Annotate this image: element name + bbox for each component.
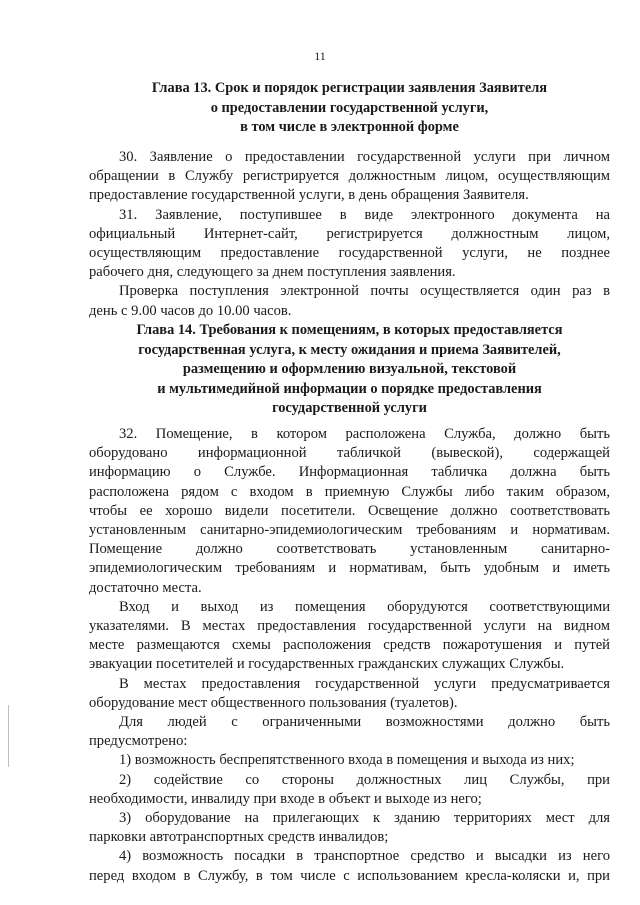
- paragraph-restrooms: [89, 675, 610, 713]
- text-line: официальный Интернет-сайт, регистрируется должностным лицом,: [89, 225, 610, 242]
- heading-line: в том числе в электронной форме: [240, 119, 459, 136]
- text-line: необходимости, инвалиду при входе в объект и выходе из него;: [89, 790, 482, 807]
- heading-line: размещению и оформлению визуальной, текстовой: [182, 361, 517, 378]
- text-line: установленным санитарно-эпидемиологическим требованиям и нормативам.: [89, 522, 610, 539]
- chapter-13-body: [89, 148, 610, 321]
- text-line: 32. Помещение, в котором расположена Служба, должно быть: [119, 426, 610, 442]
- heading-line: государственной услуги: [272, 400, 427, 417]
- text-line: чтобы ее хорошо видели посетители. Освещение должно соответствовать: [89, 502, 610, 519]
- list-item-2: [89, 771, 610, 809]
- page-number: 11: [314, 49, 326, 63]
- text-line: Помещение должно соответствовать установленным санитарно-: [89, 541, 610, 558]
- text-line: оборудование мест общественного пользования (туалетов).: [89, 694, 458, 711]
- text-line: 1) возможность беспрепятственного входа в помещения и выхода из них;: [119, 752, 575, 769]
- text-line: осуществляющим предоставление государственной услуги, не позднее: [89, 245, 610, 262]
- list-item-3: [89, 809, 610, 847]
- chapter-13-heading: [89, 79, 610, 138]
- paragraph-31-email-check: [89, 282, 610, 320]
- text-line: 30. Заявление о предоставлении государственной услуги при личном: [119, 149, 610, 165]
- text-line: перед входом в Службу, в том числе с использованием кресла-коляски и, при: [89, 867, 610, 884]
- chapter-14-heading: [89, 321, 610, 419]
- heading-line: Глава 13. Срок и порядок регистрации заявления Заявителя: [151, 80, 548, 96]
- text-line: Вход и выход из помещения оборудуются соответствующими: [119, 598, 610, 615]
- text-line: месте размещаются схемы расположения средств пожаротушения и путей: [89, 637, 610, 654]
- text-line: 31. Заявление, поступившее в виде электронного документа на: [119, 206, 610, 223]
- scan-edge-mark: [8, 705, 9, 767]
- text-line: рабочего дня, следующего за днем поступления заявления.: [89, 264, 456, 281]
- paragraph-31: [89, 206, 610, 283]
- text-line: обращении в Службу регистрируется должностным лицом, осуществляющим: [89, 168, 610, 185]
- text-line: эвакуации посетителей и государственных гражданских служащих Службы.: [89, 656, 565, 673]
- text-line: В местах предоставления государственной услуги предусматривается: [119, 675, 610, 692]
- list-item-1: [89, 751, 610, 770]
- text-line: парковки автотранспортных средств инвалидов;: [89, 829, 389, 846]
- text-line: 3) оборудование на прилегающих к зданию территориях мест для: [119, 810, 610, 827]
- paragraph-32: [89, 425, 610, 598]
- text-line: оборудовано информационной табличкой (вывеской), содержащей: [89, 445, 610, 462]
- text-line: день с 9.00 часов до 10.00 часов.: [89, 302, 292, 319]
- paragraph-30: [89, 148, 610, 206]
- text-line: информацию о Службе. Информационная табличка должна быть: [89, 464, 610, 481]
- paragraph-disability-intro: [89, 713, 610, 751]
- text-line: Проверка поступления электронной почты осуществляется один раз в: [119, 283, 610, 300]
- heading-line: о предоставлении государственной услуги,: [210, 99, 489, 116]
- heading-line: государственная услуга, к месту ожидания и приема Заявителей,: [138, 341, 561, 358]
- text-line: предоставление государственной услуги, в день обращения Заявителя.: [89, 187, 529, 204]
- text-line: расположена рядом с входом в приемную Службы либо таким образом,: [89, 483, 610, 500]
- text-line: 2) содействие со стороны должностных лиц Службы, при: [119, 771, 610, 788]
- text-line: достаточно места.: [89, 579, 202, 596]
- text-line: указателями. В местах предоставления государственной услуги на видном: [89, 618, 610, 635]
- text-line: 4) возможность посадки в транспортное средство и высадки из него: [119, 848, 610, 865]
- text-line: эпидемиологическим требованиям и нормативам, быть удобным и иметь: [89, 560, 610, 577]
- heading-line: и мультимедийной информации о порядке предоставления: [157, 380, 542, 397]
- text-line: предусмотрено:: [89, 733, 188, 750]
- heading-line: Глава 14. Требования к помещениям, в которых предоставляется: [136, 322, 563, 338]
- text-line: Для людей с ограниченными возможностями должно быть: [119, 714, 610, 731]
- paragraph-entrance: [89, 598, 610, 675]
- list-item-4: [89, 847, 610, 885]
- chapter-14-body: [89, 425, 610, 886]
